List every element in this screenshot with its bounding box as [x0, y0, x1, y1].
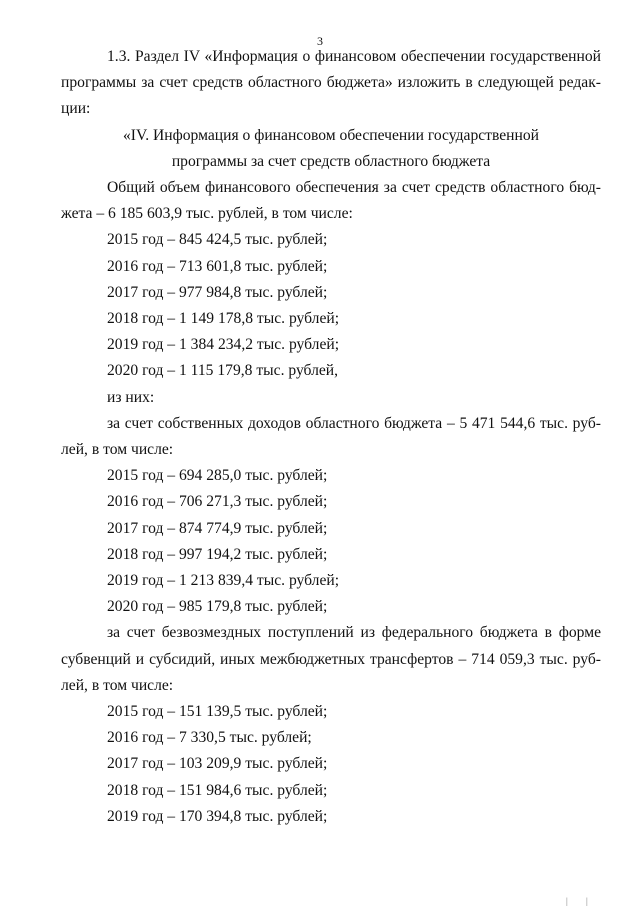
of-which-label: из них: — [107, 388, 155, 406]
federal-year-item: 2015 год – 151 139,5 тыс. рублей; — [107, 703, 328, 721]
own-revenue-line-2: лей, в том числе: — [61, 441, 174, 459]
federal-year-item: 2016 год – 7 330,5 тыс. рублей; — [107, 729, 312, 747]
total-year-item: 2019 год – 1 384 234,2 тыс. рублей; — [107, 336, 340, 354]
own-revenue-year-item: 2015 год – 694 285,0 тыс. рублей; — [107, 467, 328, 485]
total-line-2: жета – 6 185 603,9 тыс. рублей, в том числе: — [61, 205, 353, 223]
federal-year-item: 2017 год – 103 209,9 тыс. рублей; — [107, 755, 328, 773]
federal-year-item: 2018 год – 151 984,6 тыс. рублей; — [107, 781, 328, 799]
total-year-list — [61, 227, 601, 384]
total-year-item: 2016 год – 713 601,8 тыс. рублей; — [107, 257, 328, 275]
page-number: 3 — [317, 34, 323, 48]
scan-edge-marks: | | — [566, 896, 596, 906]
federal-year-list — [61, 699, 601, 830]
total-year-item: 2018 год – 1 149 178,8 тыс. рублей; — [107, 310, 340, 328]
total-year-item: 2015 год – 845 424,5 тыс. рублей; — [107, 231, 328, 249]
federal-year-item: 2019 год – 170 394,8 тыс. рублей; — [107, 807, 328, 825]
own-revenue-year-item: 2019 год – 1 213 839,4 тыс. рублей; — [107, 572, 340, 590]
federal-line-2: субвенций и субсидий, иных межбюджетных трансфертов – 714 059,3 тыс. руб- — [61, 650, 601, 668]
own-revenue-line-1: за счет собственных доходов областного бюджета – 5 471 544,6 тыс. руб- — [107, 414, 601, 432]
intro-line-1: 1.3. Раздел IV «Информация о финансовом обеспечении государственной — [107, 48, 601, 65]
own-revenue-year-item: 2018 год – 997 194,2 тыс. рублей; — [107, 545, 328, 563]
section-title-line-2: программы за счет средств областного бюджета — [171, 152, 491, 170]
intro-line-3: ции: — [61, 100, 91, 118]
own-revenue-year-list — [61, 463, 601, 620]
own-revenue-year-item: 2016 год – 706 271,3 тыс. рублей; — [107, 493, 328, 511]
total-line-1: Общий объем финансового обеспечения за счет средств областного бюд- — [107, 179, 601, 197]
document-body — [61, 44, 601, 830]
own-revenue-year-item: 2017 год – 874 774,9 тыс. рублей; — [107, 519, 328, 537]
federal-line-1: за счет безвозмездных поступлений из федерального бюджета в форме — [107, 624, 601, 642]
section-title-line-1: «IV. Информация о финансовом обеспечении государственной — [122, 126, 539, 144]
intro-line-2: программы за счет средств областного бюджета» изложить в следующей редак- — [61, 74, 601, 92]
total-year-item: 2020 год – 1 115 179,8 тыс. рублей, — [107, 362, 339, 380]
total-year-item: 2017 год – 977 984,8 тыс. рублей; — [107, 283, 328, 301]
own-revenue-year-item: 2020 год – 985 179,8 тыс. рублей; — [107, 598, 328, 616]
federal-line-3: лей, в том числе: — [61, 676, 174, 694]
